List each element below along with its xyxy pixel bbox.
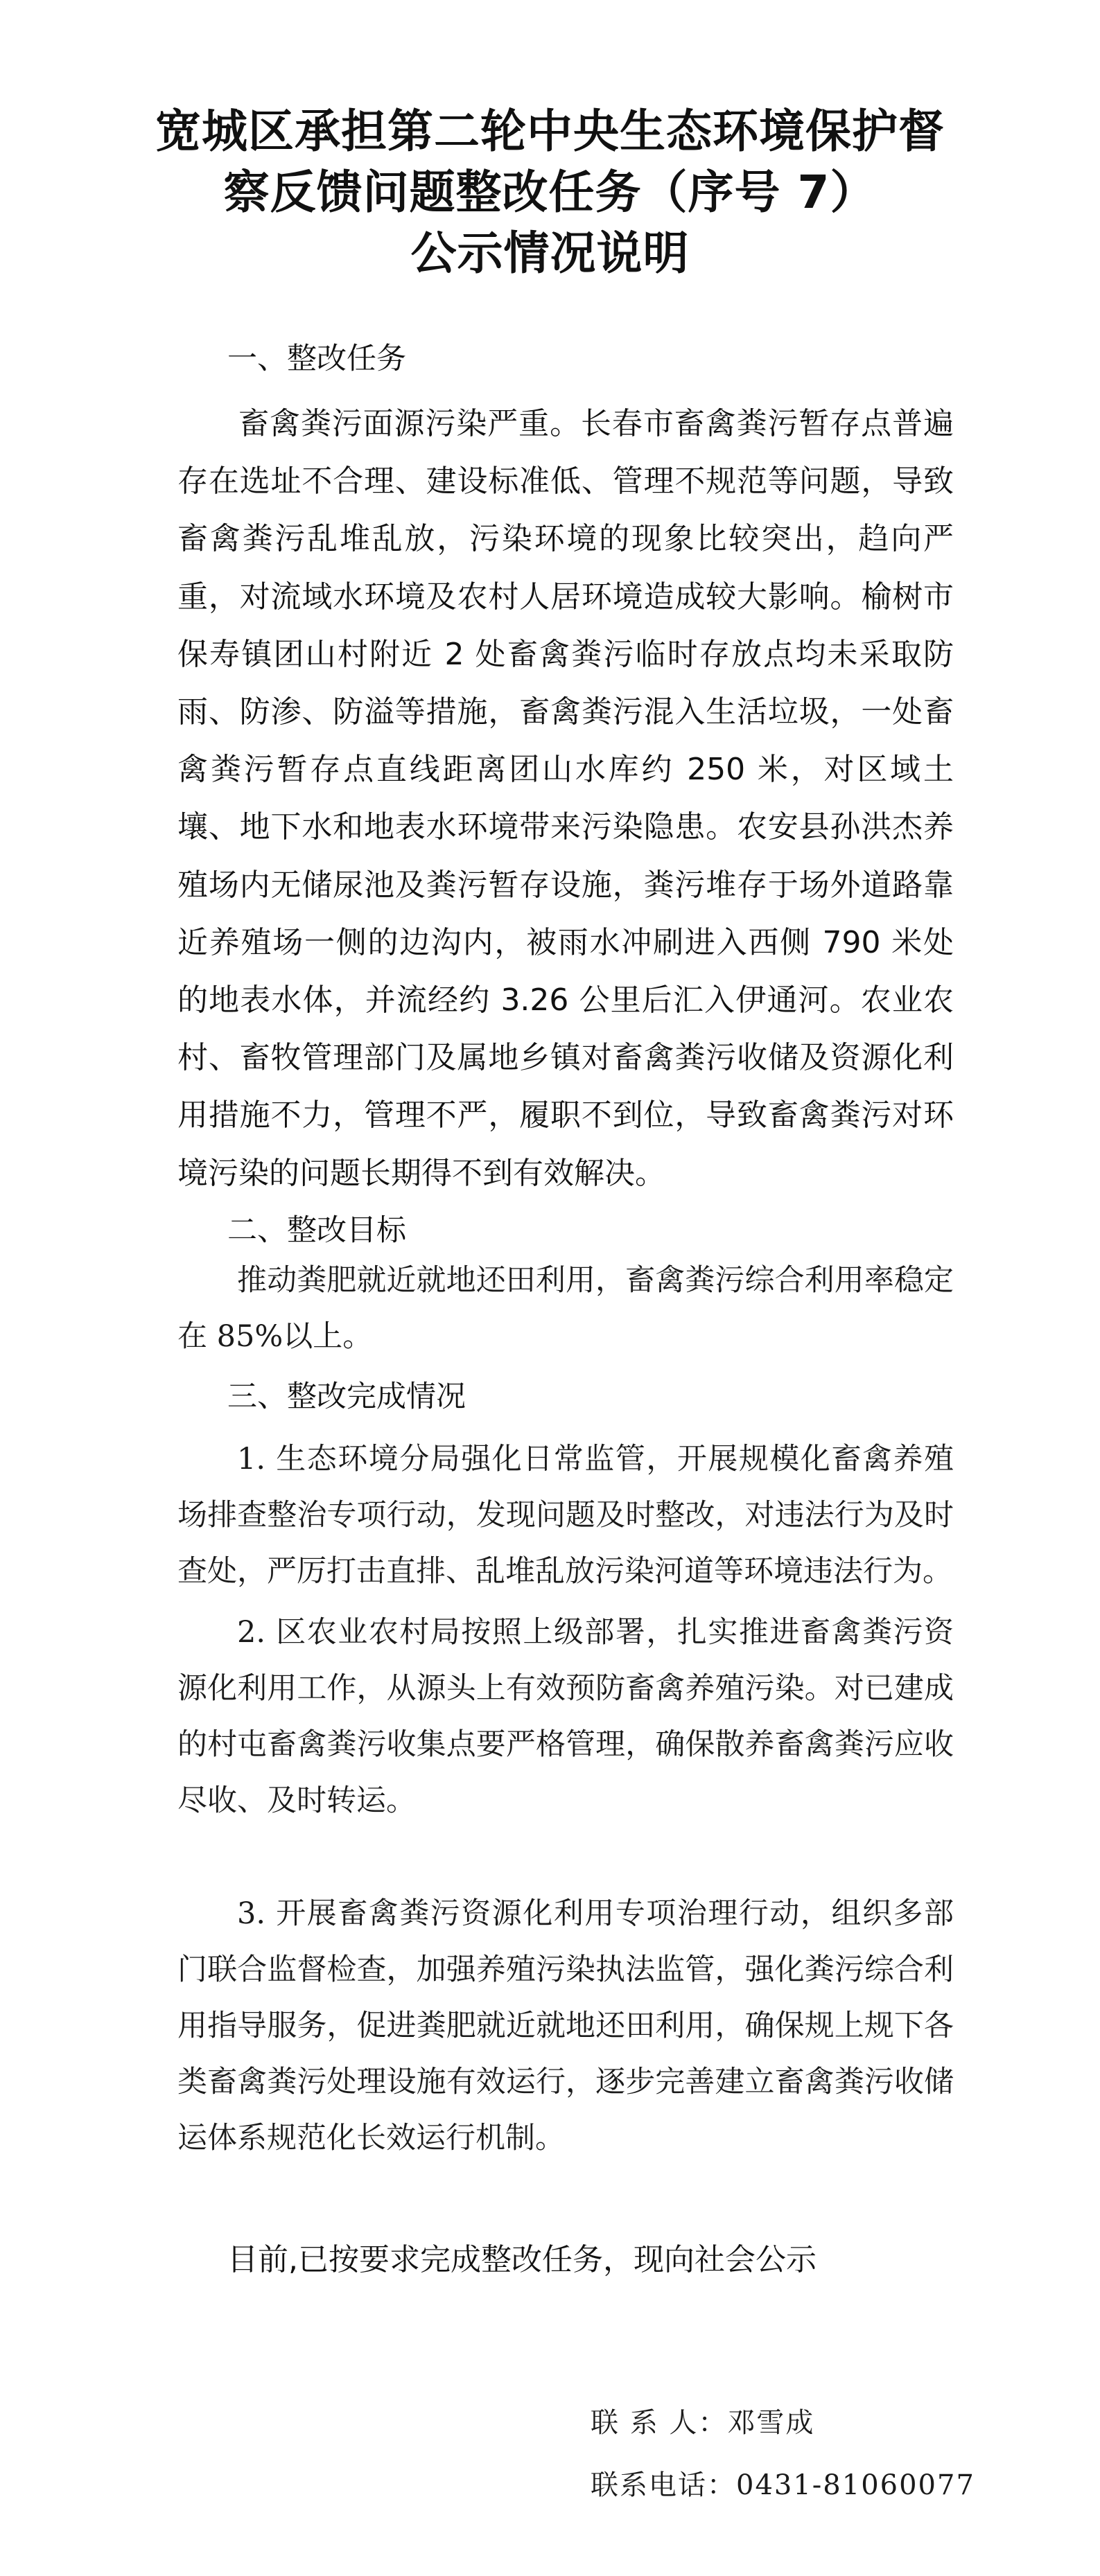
progress-item-3: 3. 开展畜禽粪污资源化利用专项治理行动，组织多部门联合监督检查，加强养殖污染执法监管，强化粪污综合利用指导服务，促进粪肥就近就地还田利用，确保规上规下各类畜禽粪污处理设施有效运行，逐步完善建立畜禽粪污收储运体系规范化长效运行机制。 — [177, 1896, 954, 2155]
section-heading-goal: 二、整改目标 — [227, 1213, 406, 1248]
section-heading-task: 一、整改任务 — [227, 342, 406, 376]
contact-phone: 联系电话：0431-81060077 — [591, 2469, 975, 2501]
task-paragraph: 畜禽粪污面源污染严重。长春市畜禽粪污暂存点普遍存在选址不合理、建设标准低、管理不规范等问题，导致畜禽粪污乱堆乱放，污染环境的现象比较突出，趋向严重，对流域水环境及农村人居环境造成较大影响。榆树市保寿镇团山村附近 2 处畜禽粪污临时存放点均未采取防雨、防渗、防溢等措施，畜禽粪污混入生活垃圾，一处畜禽粪污暂存点直线距离团山水库约 250 米，对区域土壤、地下水和地表水环境带来污染隐患。农安县孙洪杰养殖场内无储尿池及粪污暂存设施，粪污堆存于场外道路靠近养殖场一侧的边沟内，被雨水冲刷进入西侧 790 米处的地表水体，并流经约 3.26 公里后汇入伊通河。农业农村、畜牧管理部门及属地乡镇对畜禽粪污收储及资源化利用措施不力，管理不严，履职不到位，导致畜禽粪污对环境污染的问题长期得不到有效解决。 — [177, 406, 954, 1191]
goal-paragraph: 推动粪肥就近就地还田利用，畜禽粪污综合利用率稳定在 85%以上。 — [177, 1263, 954, 1354]
title-line-3: 公示情况说明 — [410, 227, 690, 280]
progress-item-1: 1. 生态环境分局强化日常监管，开展规模化畜禽养殖场排查整治专项行动，发现问题及时整改，对违法行为及时查处，严厉打击直排、乱堆乱放污染河道等环境违法行为。 — [177, 1442, 954, 1589]
title-line-2: 察反馈问题整改任务（序号 7） — [223, 166, 877, 219]
section-heading-progress: 三、整改完成情况 — [227, 1379, 466, 1414]
title-line-1: 宽城区承担第二轮中央生态环境保护督 — [155, 105, 945, 158]
closing-statement: 目前,已按要求完成整改任务，现向社会公示 — [227, 2242, 817, 2277]
contact-person: 联 系 人：邓雪成 — [591, 2407, 815, 2439]
progress-item-2: 2. 区农业农村局按照上级部署，扎实推进畜禽粪污资源化利用工作，从源头上有效预防畜禽养殖污染。对已建成的村屯畜禽粪污收集点要严格管理，确保散养畜禽粪污应收尽收、及时转运。 — [177, 1615, 954, 1818]
document-title — [0, 101, 1100, 284]
